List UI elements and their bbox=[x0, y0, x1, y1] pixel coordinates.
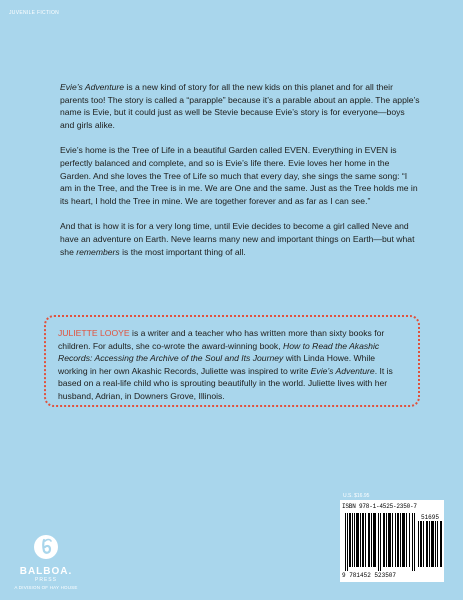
barcode-bars bbox=[345, 513, 415, 571]
isbn-number: ISBN 978-1-4525-2350-7 bbox=[342, 503, 417, 510]
publisher-logo bbox=[6, 534, 86, 590]
publisher-division: A DIVISION OF HAY HOUSE bbox=[14, 585, 78, 590]
book-title: Evie’s Adventure bbox=[60, 82, 125, 92]
adult-book-title: How to Read the Akashic Records: Accessing the Archive of the Soul and Its Journey bbox=[58, 340, 380, 364]
blurb-paragraph-2: Evie’s home is the Tree of Life in a beautiful Garden called EVEN. Everything in EVEN is perfectly balanced and complete, and so is Evie’s life there. Evie loves her home in the Garden. And she loves the Tree of Life so much that every day, she sings the same song: “I am in the Tree, and the Tree is in me. We are One and the same. Just as the Tree holds me in its heart, I hold the Tree in mine. We are together forever and as far as I can see.” bbox=[60, 145, 418, 206]
publisher-sub: PRESS bbox=[35, 577, 57, 583]
back-cover-blurb bbox=[60, 81, 420, 271]
genre-label: JUVENILE FICTION bbox=[9, 10, 60, 16]
isbn-barcode bbox=[340, 500, 444, 582]
balboa-press-logo-icon bbox=[33, 534, 59, 560]
barcode-addon: 51695 bbox=[420, 514, 440, 521]
barcode-digits: 9 781452 523507 bbox=[342, 572, 397, 579]
publisher-name: BALBOA. bbox=[19, 566, 73, 577]
blurb-paragraph-3: And that is how it is for a very long time, until Evie decides to become a girl called Neve and have an adventure on Earth. Neve learns many new and important things on Earth—but what she remembers is the most important thing of all. bbox=[60, 221, 415, 257]
barcode-addon-bars bbox=[418, 513, 442, 567]
author-name: JULIETTE LOOYE bbox=[58, 328, 130, 338]
price-label: U.S. $16.95 bbox=[343, 493, 370, 499]
blurb-paragraph-1: Evie’s Adventure is a new kind of story for all the new kids on this planet and for all their parents too! The story is called a “parapple” because it’s a parable about an apple. The apple’s name is Evie, but it could just as well be Stevie because Evie’s story is for everyone—boys and girls alike. bbox=[60, 82, 420, 130]
author-bio-box: JULIETTE LOOYE is a writer and a teacher who has written more than sixty books for children. For adults, she co-wrote the award-winning book, How to Read the Akashic Records: Accessing the Archive of the Soul and Its Journey with Linda Howe. While working in her own Akashic Records, Juliette was inspired to write Evie’s Adventure. It is based on a real-life child who is sprouting beautifully in the world. Juliette lives with her husband, Adrian, in Downers Grove, Illinois. bbox=[44, 315, 420, 407]
